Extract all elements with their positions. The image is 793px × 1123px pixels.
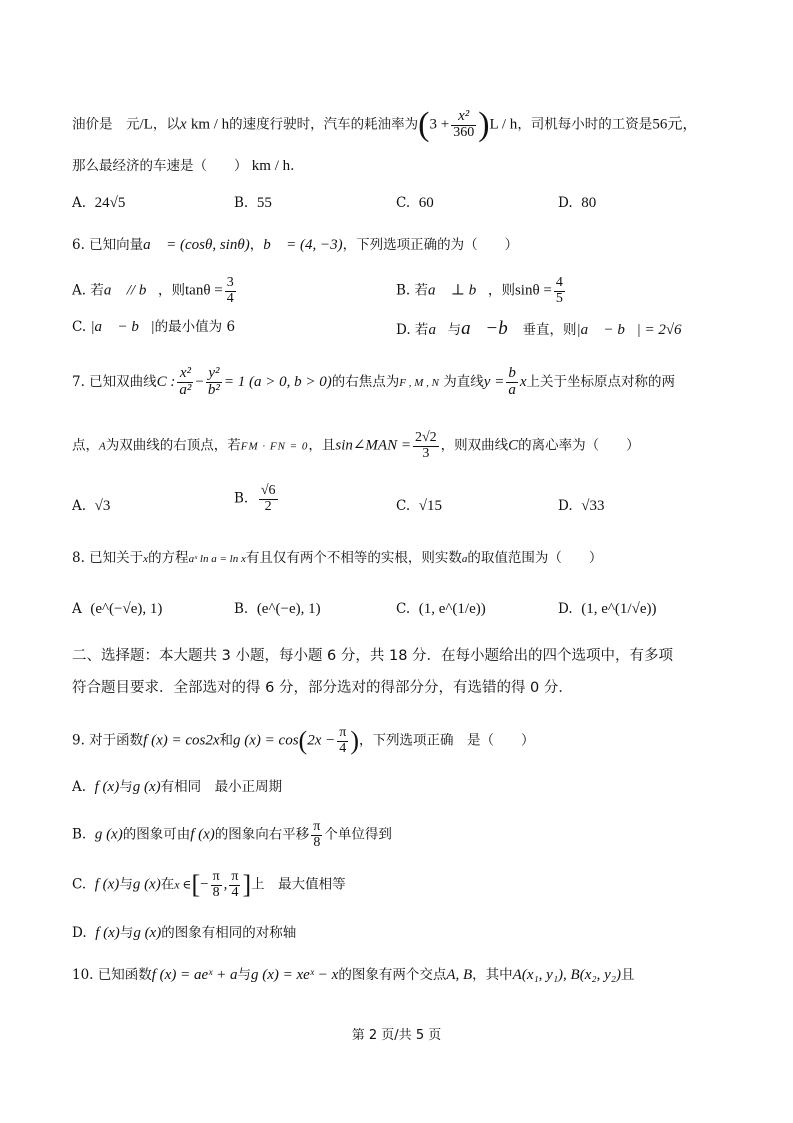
q6-stem: 6. 已知向量a⃗ = (cosθ, sinθ)，b⃗ = (4, −3)，下列选项正确的为（ ） [72,237,519,253]
fraction-sqrt6-2: $\frac{√6}{2}$ [260,483,276,514]
fraction-y2-b2: $\frac{\text{y²}}{\text{b²}}$ [207,365,220,398]
fraction-3-4: $\frac{3}{4}$ [226,275,234,306]
q8-option-d: D. (1, e^(1/√e)) [558,601,657,617]
q8-stem: 8. 已知关于x的方程aˣ ln a = ln x有且仅有两个不相等的实根，则实数a的取值范围为（ ） [72,550,603,566]
q5-option-a: A. 24√5 [72,195,126,211]
q5-option-d: D. 80 [558,195,597,211]
section-2-heading-line1: 二、选择题：本大题共 3 小题，每小题 6 分，共 18 分．在每小题给出的四个选项中，有多项 [72,648,674,664]
q7-option-d: D. √33 [558,498,605,514]
q6-option-b: B. 若a⃗ ⊥ b⃗，则sinθ = $\frac{4}{5}$ [396,275,563,306]
fraction-pi-8-lower: $\frac{\pi}{8}$ [212,869,220,900]
q8-option-c: C. (1, e^(1/e)) [396,601,486,617]
q7-option-c: C. √15 [396,498,442,514]
q6-option-a: A. 若a⃗ // b⃗，则tanθ = $\frac{3}{4}$ [72,275,234,306]
q8-option-a: A (e^(−√e), 1) [72,601,163,617]
q7-stem-line1: 7. 已知双曲线C : $\frac{\text{x²}}{\text{a²}}$ − $\frac{\text{y²}}{\text{b²}}$ = 1 (a > 0, b > 0)的右焦点为F , M , N 为直线y = $\frac{b}{a}$ x上关于坐标原点对称的两 [72,365,675,398]
q5-option-b: B. 55 [234,195,272,211]
q6-option-d: D. 若a⃗与a⃗−b⃗垂直，则|a⃗ − b⃗| = 2√6 [396,318,682,339]
paren-open: ( [418,106,430,143]
q5-stem-line1: 油价是 元/L，以x km / h的速度行驶时，汽车的耗油率为(3 + $\frac{\text{x²}}{360}$ )L / h，司机每小时的工资是56元， [72,106,698,143]
q5-option-c: C. 60 [396,195,434,211]
q9-stem: 9. 对于函数f (x) = cos2x和g (x) = cos(2x − $\frac{\pi}{4}$ )，下列选项正确 是（ ） [72,725,535,756]
q9-option-d: D. f (x)与g (x)的图象有相同的对称轴 [72,925,297,941]
fraction-b-a: $\frac{b}{a}$ [508,365,516,398]
q6-option-c: C. |a⃗ − b⃗|的最小值为 6 [72,319,236,335]
fraction-x2-a2: $\frac{\text{x²}}{\text{a²}}$ [179,365,192,398]
fraction-pi-4: $\frac{\pi}{4}$ [339,725,347,756]
q8-option-b: B. (e^(−e), 1) [234,601,321,617]
q9-option-a: A. f (x)与g (x)有相同 最小正周期 [72,779,283,795]
bracket-close: ] [242,870,252,900]
page-footer: 第 2 页/共 5 页 [351,1028,442,1043]
q10-stem: 10. 已知函数f (x) = aeˣ + a与g (x) = xeˣ − x的图象有两个交点A, B，其中A(x₁, y₁), B(x₂, y₂)且 [72,967,635,983]
q7-option-a: A. √3 [72,498,111,514]
fraction-4-5: $\frac{4}{5}$ [555,275,563,306]
fraction-x2-360: $\frac{\text{x²}}{360}$ [453,108,475,141]
fraction-pi-8: $\frac{\pi}{8}$ [313,819,321,850]
bracket-open: [ [191,870,201,900]
paren-close: ) [350,726,359,756]
paren-close: ) [478,106,490,143]
q9-option-b: B. g (x)的图象可由f (x)的图象向右平移 $\frac{\pi}{8}$ 个单位得到 [72,819,392,850]
paren-open: ( [298,726,308,756]
q9-option-c: C. f (x)与g (x)在x ∈[− $\frac{\pi}{8}$ , $\frac{\pi}{4}$ ]上 最大值相等 [72,869,346,900]
fraction-pi-4-upper: $\frac{\pi}{4}$ [231,869,239,900]
q7-stem-line2: 点，A为双曲线的右顶点，若FM · FN = 0，且sin∠MAN = $\frac{2√2}{3}$ ，则双曲线C的离心率为（ ） [72,430,640,461]
q5-stem-line2: 那么最经济的车速是（ ） km / h. [72,158,295,174]
section-2-heading-line2: 符合题目要求．全部选对的得 6 分，部分选对的得部分分，有选错的得 0 分． [72,680,573,696]
q7-option-b: B. $\frac{√6}{2}$ [234,483,276,514]
fraction-2sqrt2-3: $\frac{2√2}{3}$ [414,430,437,461]
